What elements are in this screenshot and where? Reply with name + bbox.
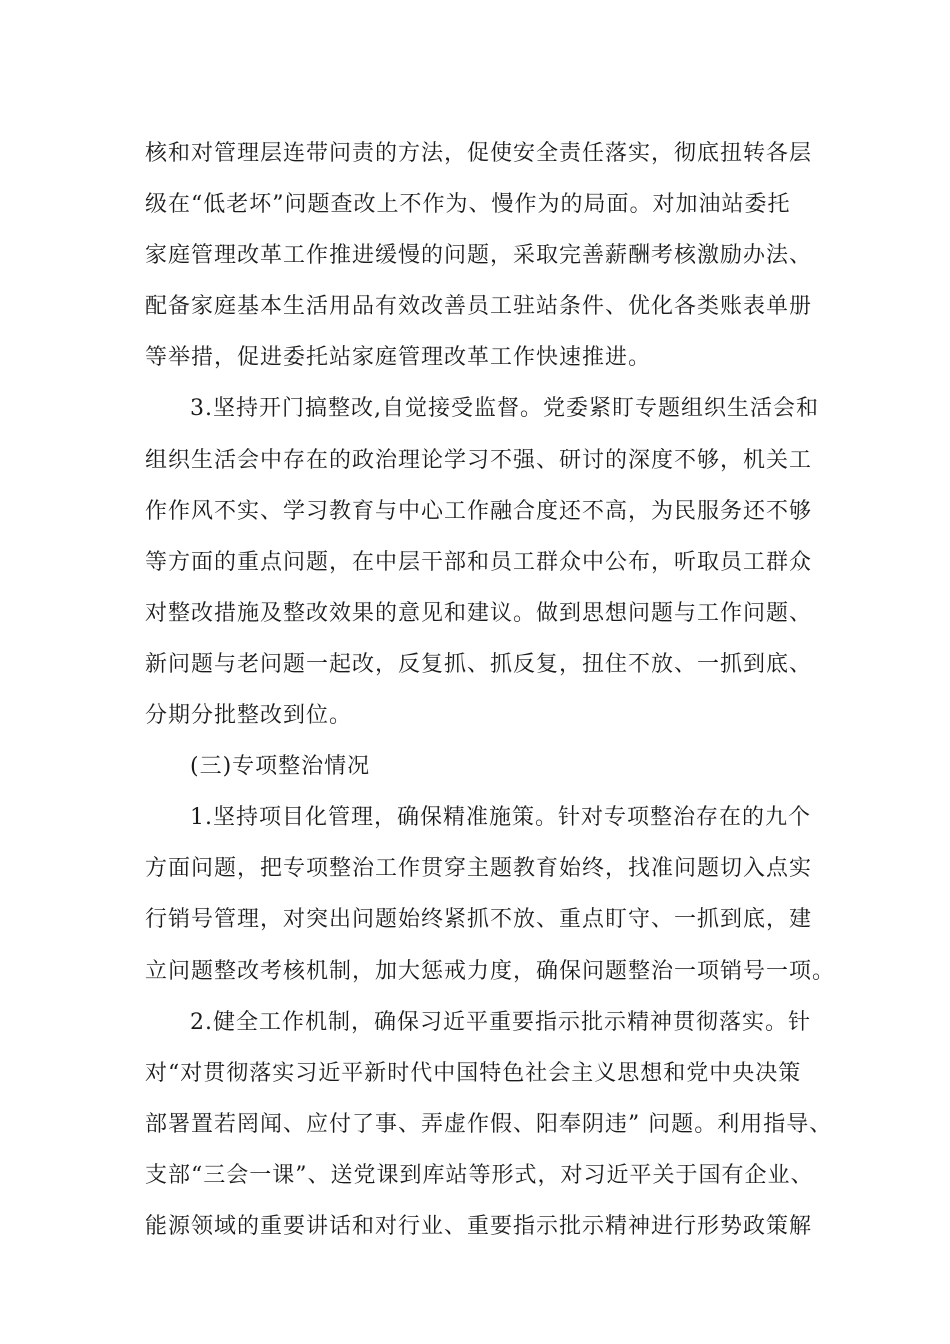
text-line: 家庭管理改革工作推进缓慢的问题，采取完善薪酬考核激励办法、 (145, 243, 813, 269)
paragraph-start-line: 2.健全工作机制，确保习近平重要指示批示精神贯彻落实。针 (190, 1009, 811, 1035)
text-line: 核和对管理层连带问责的方法，促使安全责任落实，彻底扭转各层 (145, 141, 813, 166)
text-line: 对整改措施及整改效果的意见和建议。做到思想问题与工作问题、 (145, 600, 813, 626)
section-heading: (三)专项整治情况 (190, 754, 371, 780)
text-line: 对“对贯彻落实习近平新时代中国特色社会主义思想和党中央决策 (145, 1060, 802, 1086)
text-line: 能源领域的重要讲话和对行业、重要指示批示精神进行形势政策解 (145, 1213, 813, 1239)
body-text (145, 128, 836, 1252)
text-line: 新问题与老问题一起改，反复抓、抓反复，扭住不放、一抓到底、 (145, 651, 813, 677)
paragraph-start-line: 3.坚持开门搞整改,自觉接受监督。党委紧盯专题组织生活会和 (190, 396, 819, 422)
text-line: 等方面的重点问题，在中层干部和员工群众中公布，听取员工群众 (145, 549, 813, 575)
paragraph-start-line: 1.坚持项目化管理，确保精准施策。针对专项整治存在的九个 (190, 805, 811, 831)
text-line: 作作风不实、学习教育与中心工作融合度还不高，为民服务还不够 (145, 498, 813, 524)
text-line: 等举措，促进委托站家庭管理改革工作快速推进。 (145, 345, 652, 371)
text-line: 行销号管理，对突出问题始终紧抓不放、重点盯守、一抓到底，建 (145, 907, 813, 933)
text-line: 方面问题，把专项整治工作贯穿主题教育始终，找准问题切入点实 (145, 856, 813, 882)
text-line: 配备家庭基本生活用品有效改善员工驻站条件、优化各类账表单册 (145, 294, 813, 320)
text-line: 级在“低老坏”问题查改上不作为、慢作为的局面。对加油站委托 (145, 192, 791, 218)
text-line: 部署置若罔闻、应付了事、弄虚作假、阳奉阴违” 问题。利用指导、 (145, 1111, 833, 1137)
text-line: 组织生活会中存在的政治理论学习不强、研讨的深度不够，机关工 (145, 447, 813, 473)
text-line: 立问题整改考核机制，加大惩戒力度，确保问题整治一项销号一项。 (145, 958, 836, 984)
text-line: 分期分批整改到位。 (145, 703, 353, 729)
text-line: 支部“三会一课”、送党课到库站等形式，对习近平关于国有企业、 (145, 1162, 814, 1188)
